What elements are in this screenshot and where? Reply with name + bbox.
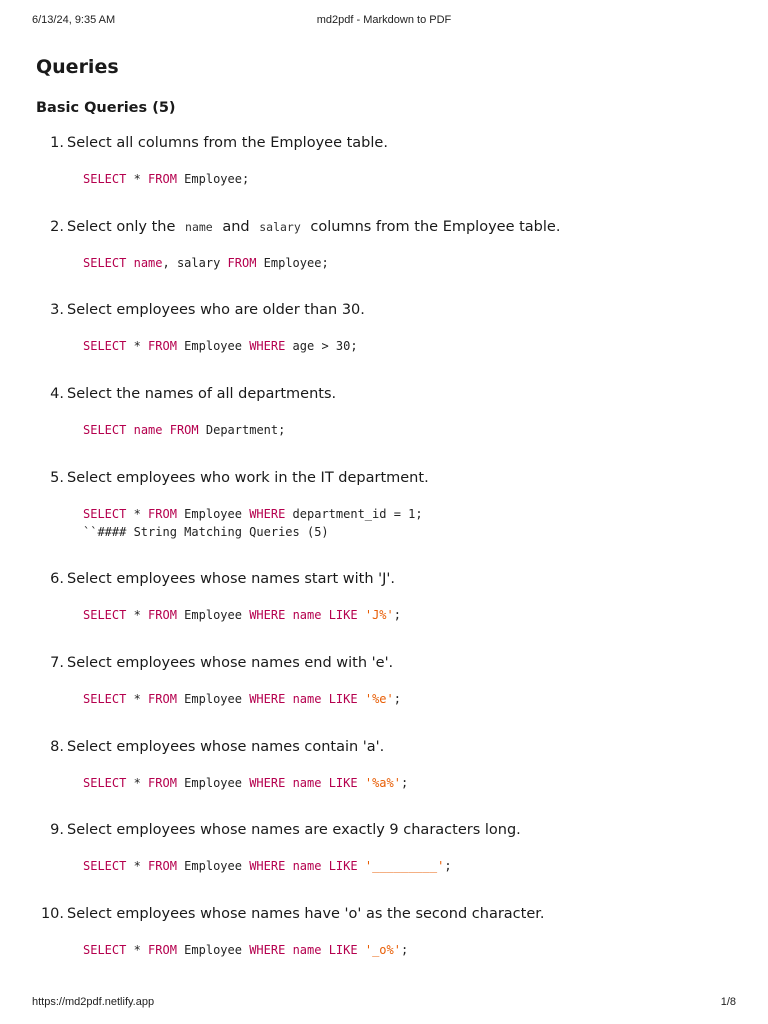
list-item-number: 10. [40, 906, 64, 922]
sql-text: * [126, 692, 149, 706]
sql-keyword: LIKE [328, 859, 358, 873]
sql-string: '%e' [364, 692, 394, 706]
inline-code: salary [259, 220, 301, 234]
sql-text [163, 423, 170, 437]
sql-text: ; [393, 608, 401, 622]
sql-keyword: FROM [148, 507, 177, 521]
sql-keyword: FROM [148, 339, 177, 353]
sql-text: Employee [176, 859, 250, 873]
sql-text: Department; [198, 423, 286, 437]
sql-keyword: WHERE [249, 943, 286, 957]
sql-keyword: LIKE [328, 692, 358, 706]
list-item-text: Select employees whose names end with 'e'. [67, 655, 394, 671]
sql-keyword: WHERE [249, 776, 286, 790]
sql-keyword: FROM [148, 776, 177, 790]
code-block [83, 254, 329, 272]
list-item-text: Select employees whose names have 'o' as the second character. [67, 906, 545, 922]
inline-code: name [185, 220, 213, 234]
sql-text: Employee [176, 507, 250, 521]
sql-keyword: SELECT [83, 859, 127, 873]
sql-string: '_o%' [364, 943, 401, 957]
sql-keyword: name [292, 692, 322, 706]
sql-keyword: name [292, 608, 322, 622]
sql-string: 'J%' [364, 608, 394, 622]
sql-text: * [126, 943, 149, 957]
print-header [0, 14, 768, 30]
sql-keyword: SELECT [83, 423, 127, 437]
code-block [83, 505, 423, 541]
code-block [83, 170, 249, 188]
code-block [83, 941, 408, 959]
sql-text: , salary [162, 256, 228, 270]
sql-keyword: FROM [148, 859, 177, 873]
print-date: 6/13/24, 9:35 AM [32, 14, 116, 26]
list-item-number: 6. [50, 571, 64, 587]
sql-keyword: SELECT [83, 172, 127, 186]
sql-text [321, 776, 328, 790]
sql-text [358, 943, 365, 957]
sql-text: ; [400, 943, 409, 957]
page-url: https://md2pdf.netlify.app [32, 996, 155, 1008]
sql-text [321, 692, 328, 706]
list-item-number: 5. [50, 470, 64, 486]
sql-keyword: LIKE [328, 776, 358, 790]
sql-text [126, 256, 133, 270]
text-segment: columns from the Employee table. [310, 219, 561, 235]
code-block [83, 606, 401, 624]
sql-text [358, 692, 365, 706]
sql-keyword: name [292, 943, 322, 957]
sql-keyword: SELECT [83, 776, 127, 790]
code-block [83, 337, 358, 355]
sql-keyword: WHERE [249, 859, 286, 873]
sql-text: age > 30; [285, 339, 358, 353]
sql-text: ; [393, 692, 401, 706]
text-segment: Select only the [67, 219, 176, 235]
list-item-number: 3. [50, 302, 64, 318]
sql-string: '_________' [364, 859, 445, 873]
sql-text: Employee; [256, 256, 329, 270]
list-item-text: Select the names of all departments. [67, 386, 337, 402]
sql-text [285, 776, 292, 790]
list-item-number: 4. [50, 386, 64, 402]
sql-keyword: WHERE [249, 507, 286, 521]
sql-text: ; [444, 859, 452, 873]
sql-keyword: FROM [148, 608, 177, 622]
sql-text [358, 608, 365, 622]
sql-text: * [126, 172, 149, 186]
sql-keyword: name [292, 859, 322, 873]
list-item-number: 9. [50, 822, 64, 838]
sql-keyword: FROM [148, 943, 177, 957]
page-heading: Queries [36, 56, 119, 78]
sql-text: Employee [176, 776, 250, 790]
list-item-text: Select employees whose names are exactly 9 characters long. [67, 822, 521, 838]
sql-text [285, 692, 292, 706]
print-footer [0, 996, 768, 1012]
sql-keyword: name [133, 423, 163, 437]
list-item-text [67, 219, 560, 235]
sql-text: Employee [176, 692, 250, 706]
sql-text [358, 776, 365, 790]
sql-string: '%a%' [364, 776, 401, 790]
list-item-number: 7. [50, 655, 64, 671]
sql-keyword: WHERE [249, 339, 286, 353]
list-item-number: 8. [50, 739, 64, 755]
sql-text: * [126, 776, 149, 790]
list-item-number: 1. [50, 135, 64, 151]
sql-keyword: SELECT [83, 507, 127, 521]
sql-text: department_id = 1; ``#### String Matching Queries (5) [83, 507, 423, 539]
sql-text [285, 859, 292, 873]
sql-keyword: SELECT [83, 692, 127, 706]
sql-text: * [126, 608, 149, 622]
list-item-text: Select employees whose names contain 'a'. [67, 739, 385, 755]
list-item-number: 2. [50, 219, 64, 235]
sql-keyword: WHERE [249, 692, 286, 706]
sql-keyword: LIKE [328, 608, 358, 622]
sql-text [285, 943, 292, 957]
sql-keyword: FROM [169, 423, 199, 437]
sql-keyword: name [292, 776, 322, 790]
sql-text [321, 608, 328, 622]
code-block [83, 774, 408, 792]
sql-text: Employee [176, 339, 250, 353]
sql-text: * [126, 507, 149, 521]
list-item-text: Select employees who are older than 30. [67, 302, 365, 318]
document-title: md2pdf - Markdown to PDF [316, 14, 452, 26]
sql-text: ; [400, 776, 409, 790]
sql-text [285, 608, 292, 622]
list-item-text: Select employees who work in the IT department. [67, 470, 429, 486]
sql-text [321, 859, 328, 873]
sql-text [321, 943, 328, 957]
list-item-text: Select employees whose names start with 'J'. [67, 571, 395, 587]
sql-text: Employee [176, 608, 250, 622]
code-block [83, 857, 452, 875]
page-number: 1/8 [720, 996, 736, 1008]
sql-keyword: FROM [227, 256, 257, 270]
sql-keyword: LIKE [328, 943, 358, 957]
sql-keyword: SELECT [83, 943, 127, 957]
section-heading: Basic Queries (5) [36, 100, 176, 116]
sql-keyword: name [133, 256, 163, 270]
sql-text: Employee; [176, 172, 250, 186]
sql-keyword: SELECT [83, 256, 127, 270]
sql-text: * [126, 339, 149, 353]
text-segment: and [222, 219, 250, 235]
sql-text [358, 859, 365, 873]
code-block [83, 421, 285, 439]
sql-text: Employee [176, 943, 250, 957]
code-block [83, 690, 401, 708]
sql-text [126, 423, 133, 437]
sql-keyword: FROM [148, 692, 177, 706]
sql-keyword: WHERE [249, 608, 286, 622]
sql-keyword: SELECT [83, 608, 127, 622]
sql-text: * [126, 859, 149, 873]
sql-keyword: SELECT [83, 339, 127, 353]
list-item-text: Select all columns from the Employee table. [67, 135, 388, 151]
sql-keyword: FROM [148, 172, 177, 186]
